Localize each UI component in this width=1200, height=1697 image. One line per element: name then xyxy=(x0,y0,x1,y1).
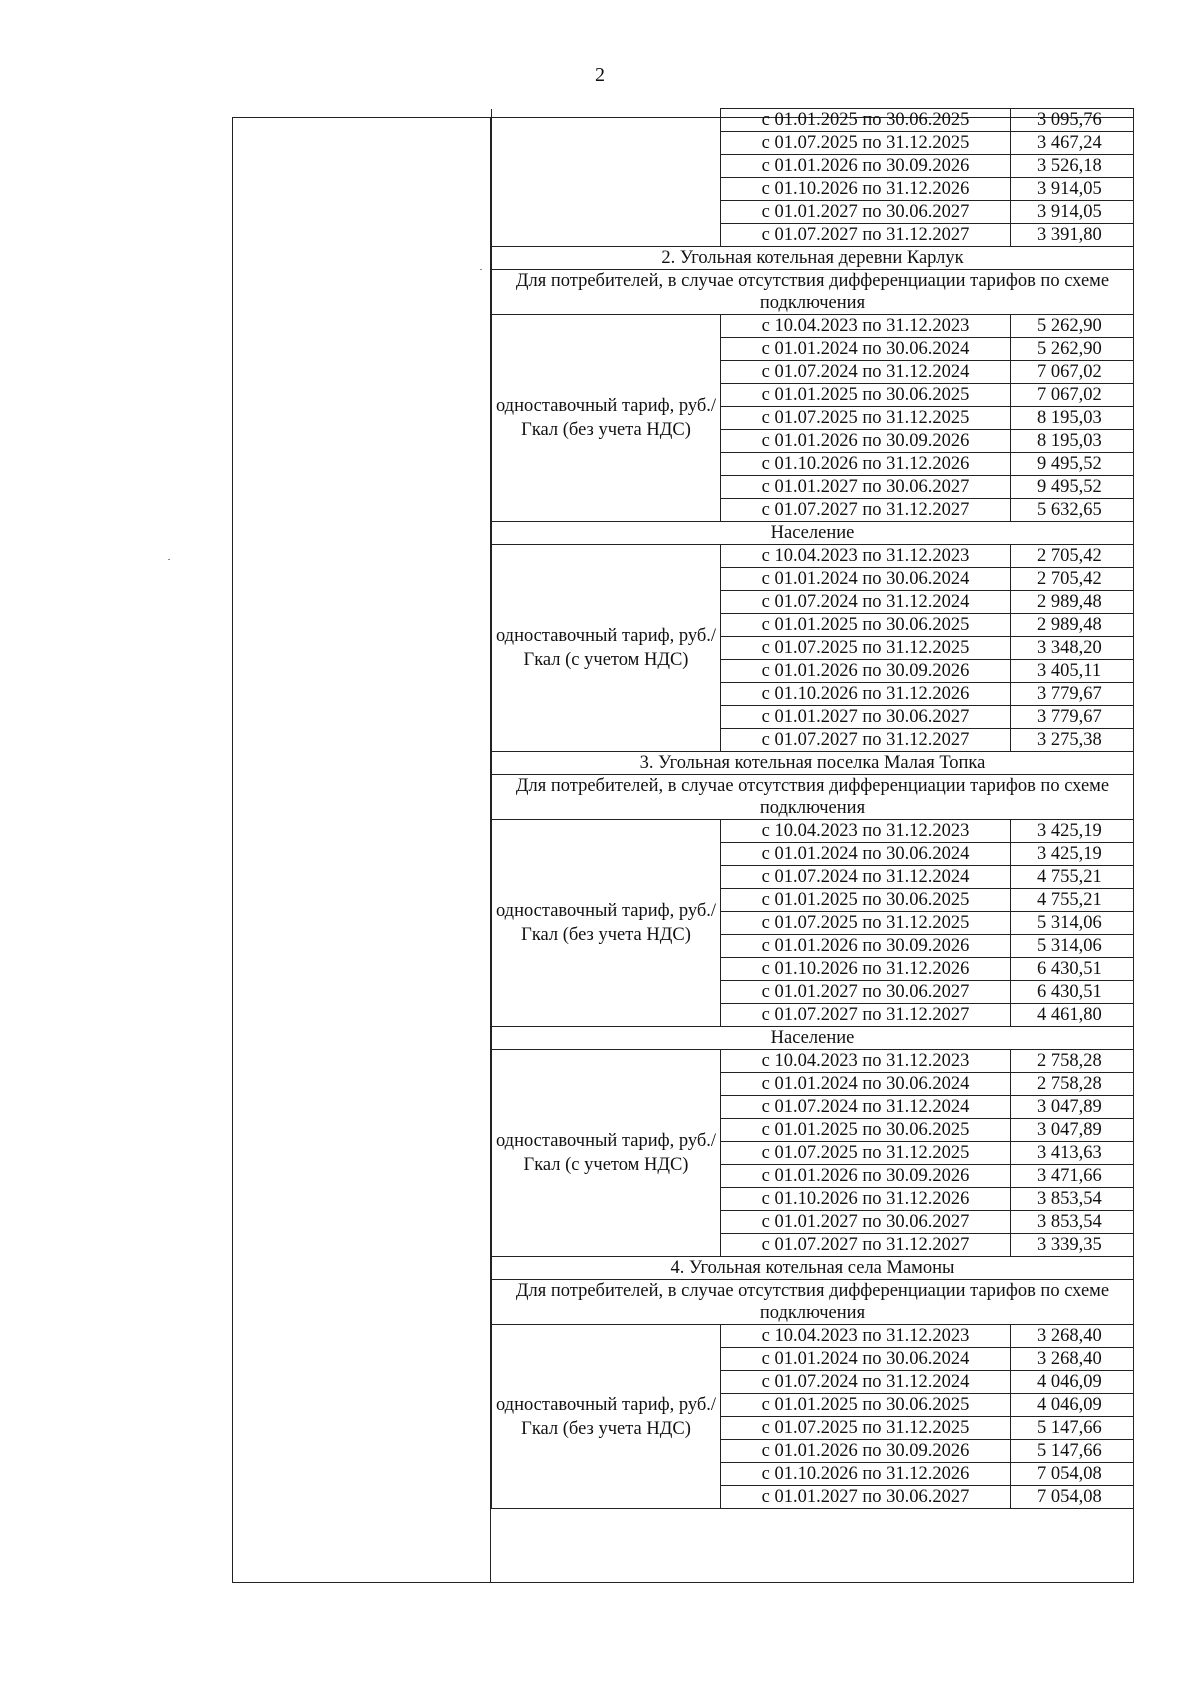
tariff-type-cell: одноставочный тариф, руб./Гкал (без учета НДС) xyxy=(492,315,721,522)
period-cell: с 01.01.2027 по 30.06.2027 xyxy=(721,1211,1011,1234)
scan-speck xyxy=(168,559,170,560)
tariff-type-cell: одноставочный тариф, руб./Гкал (с учетом НДС) xyxy=(492,545,721,752)
tariff-type-cell-continued xyxy=(492,109,721,247)
period-cell: с 01.01.2024 по 30.06.2024 xyxy=(721,1348,1011,1371)
period-cell: с 01.07.2027 по 31.12.2027 xyxy=(721,499,1011,522)
period-cell: с 01.07.2025 по 31.12.2025 xyxy=(721,407,1011,430)
consumer-group-header: Население xyxy=(492,522,1134,545)
period-cell: с 01.01.2027 по 30.06.2027 xyxy=(721,1486,1011,1509)
period-cell: с 01.07.2025 по 31.12.2025 xyxy=(721,912,1011,935)
period-cell: с 01.01.2025 по 30.06.2025 xyxy=(721,1394,1011,1417)
tariff-value-cell: 3 779,67 xyxy=(1011,706,1134,729)
period-cell: с 01.01.2024 по 30.06.2024 xyxy=(721,568,1011,591)
tariff-value-cell: 2 705,42 xyxy=(1011,545,1134,568)
consumer-group-header: Для потребителей, в случае отсутствия дифференциации тарифов по схеме подключения xyxy=(492,270,1134,315)
boiler-section-title: 3. Угольная котельная поселка Малая Топка xyxy=(492,752,1134,775)
tariff-value-cell: 3 853,54 xyxy=(1011,1188,1134,1211)
period-cell: с 10.04.2023 по 31.12.2023 xyxy=(721,1050,1011,1073)
table-row xyxy=(492,1050,1134,1073)
period-cell: с 01.01.2026 по 30.09.2026 xyxy=(721,155,1011,178)
consumer-group-header-row xyxy=(492,270,1134,315)
tariff-value-cell: 4 755,21 xyxy=(1011,866,1134,889)
period-cell: с 01.01.2024 по 30.06.2024 xyxy=(721,1073,1011,1096)
section-title-row xyxy=(492,752,1134,775)
period-cell: с 01.07.2025 по 31.12.2025 xyxy=(721,132,1011,155)
period-cell: с 01.07.2025 по 31.12.2025 xyxy=(721,637,1011,660)
tariff-value-cell: 4 046,09 xyxy=(1011,1371,1134,1394)
period-cell: с 01.07.2027 по 31.12.2027 xyxy=(721,729,1011,752)
tariff-value-cell: 3 853,54 xyxy=(1011,1211,1134,1234)
period-cell: с 01.01.2025 по 30.06.2025 xyxy=(721,109,1011,132)
section-title-row xyxy=(492,1257,1134,1280)
consumer-group-header: Население xyxy=(492,1027,1134,1050)
tariff-value-cell: 4 461,80 xyxy=(1011,1004,1134,1027)
period-cell: с 01.10.2026 по 31.12.2026 xyxy=(721,1188,1011,1211)
tariff-value-cell: 3 095,76 xyxy=(1011,109,1134,132)
tariff-value-cell: 3 914,05 xyxy=(1011,178,1134,201)
tariff-value-cell: 7 067,02 xyxy=(1011,384,1134,407)
consumer-group-header-row xyxy=(492,775,1134,820)
section-title-row xyxy=(492,247,1134,270)
period-cell: с 01.01.2025 по 30.06.2025 xyxy=(721,384,1011,407)
period-cell: с 01.07.2024 по 31.12.2024 xyxy=(721,1371,1011,1394)
consumer-group-header-row xyxy=(492,522,1134,545)
tariff-value-cell: 2 705,42 xyxy=(1011,568,1134,591)
period-cell: с 10.04.2023 по 31.12.2023 xyxy=(721,1325,1011,1348)
tariff-value-cell: 3 047,89 xyxy=(1011,1096,1134,1119)
table-row xyxy=(492,315,1134,338)
period-cell: с 01.07.2027 по 31.12.2027 xyxy=(721,224,1011,247)
tariff-value-cell: 7 054,08 xyxy=(1011,1486,1134,1509)
tariff-value-cell: 3 425,19 xyxy=(1011,820,1134,843)
tariff-value-cell: 5 262,90 xyxy=(1011,315,1134,338)
period-cell: с 01.10.2026 по 31.12.2026 xyxy=(721,453,1011,476)
tariff-value-cell: 3 526,18 xyxy=(1011,155,1134,178)
period-cell: с 01.01.2026 по 30.09.2026 xyxy=(721,660,1011,683)
period-cell: с 01.07.2024 по 31.12.2024 xyxy=(721,361,1011,384)
period-cell: с 01.01.2025 по 30.06.2025 xyxy=(721,1119,1011,1142)
period-cell: с 01.01.2027 по 30.06.2027 xyxy=(721,706,1011,729)
tariff-value-cell: 7 054,08 xyxy=(1011,1463,1134,1486)
consumer-group-header: Для потребителей, в случае отсутствия дифференциации тарифов по схеме подключения xyxy=(492,775,1134,820)
tariff-value-cell: 7 067,02 xyxy=(1011,361,1134,384)
period-cell: с 01.07.2025 по 31.12.2025 xyxy=(721,1417,1011,1440)
tariff-value-cell: 3 275,38 xyxy=(1011,729,1134,752)
tariff-value-cell: 3 391,80 xyxy=(1011,224,1134,247)
period-cell: с 01.07.2027 по 31.12.2027 xyxy=(721,1004,1011,1027)
tariff-value-cell: 3 268,40 xyxy=(1011,1325,1134,1348)
tariff-value-cell: 9 495,52 xyxy=(1011,453,1134,476)
period-cell: с 01.07.2027 по 31.12.2027 xyxy=(721,1234,1011,1257)
tariff-value-cell: 4 755,21 xyxy=(1011,889,1134,912)
tariff-value-cell: 3 779,67 xyxy=(1011,683,1134,706)
tariff-value-cell: 6 430,51 xyxy=(1011,981,1134,1004)
tariff-value-cell: 3 413,63 xyxy=(1011,1142,1134,1165)
tariff-value-cell: 9 495,52 xyxy=(1011,476,1134,499)
tariff-value-cell: 5 262,90 xyxy=(1011,338,1134,361)
tariff-value-cell: 2 989,48 xyxy=(1011,591,1134,614)
tariff-value-cell: 3 339,35 xyxy=(1011,1234,1134,1257)
tariff-type-cell: одноставочный тариф, руб./Гкал (с учетом НДС) xyxy=(492,1050,721,1257)
consumer-group-header-row xyxy=(492,1280,1134,1325)
tariff-table-body xyxy=(492,109,1134,1509)
tariff-type-cell: одноставочный тариф, руб./Гкал (без учета НДС) xyxy=(492,1325,721,1509)
period-cell: с 01.01.2026 по 30.09.2026 xyxy=(721,1165,1011,1188)
tariff-value-cell: 3 405,11 xyxy=(1011,660,1134,683)
table-row xyxy=(492,109,1134,132)
period-cell: с 01.07.2024 по 31.12.2024 xyxy=(721,1096,1011,1119)
period-cell: с 01.01.2027 по 30.06.2027 xyxy=(721,201,1011,224)
period-cell: с 01.07.2024 по 31.12.2024 xyxy=(721,591,1011,614)
tariff-value-cell: 3 471,66 xyxy=(1011,1165,1134,1188)
period-cell: с 01.01.2025 по 30.06.2025 xyxy=(721,889,1011,912)
table-row xyxy=(492,545,1134,568)
period-cell: с 10.04.2023 по 31.12.2023 xyxy=(721,315,1011,338)
period-cell: с 01.10.2026 по 31.12.2026 xyxy=(721,683,1011,706)
period-cell: с 01.01.2026 по 30.09.2026 xyxy=(721,430,1011,453)
tariff-value-cell: 2 758,28 xyxy=(1011,1050,1134,1073)
period-cell: с 01.07.2025 по 31.12.2025 xyxy=(721,1142,1011,1165)
tariff-value-cell: 3 268,40 xyxy=(1011,1348,1134,1371)
period-cell: с 01.07.2024 по 31.12.2024 xyxy=(721,866,1011,889)
consumer-group-header: Для потребителей, в случае отсутствия дифференциации тарифов по схеме подключения xyxy=(492,1280,1134,1325)
period-cell: с 01.10.2026 по 31.12.2026 xyxy=(721,1463,1011,1486)
period-cell: с 10.04.2023 по 31.12.2023 xyxy=(721,820,1011,843)
tariff-value-cell: 5 314,06 xyxy=(1011,935,1134,958)
table-row xyxy=(492,820,1134,843)
boiler-section-title: 2. Угольная котельная деревни Карлук xyxy=(492,247,1134,270)
table-row xyxy=(492,1325,1134,1348)
period-cell: с 01.01.2027 по 30.06.2027 xyxy=(721,981,1011,1004)
tariff-value-cell: 5 147,66 xyxy=(1011,1417,1134,1440)
tariff-value-cell: 5 314,06 xyxy=(1011,912,1134,935)
period-cell: с 01.01.2027 по 30.06.2027 xyxy=(721,476,1011,499)
tariff-value-cell: 8 195,03 xyxy=(1011,407,1134,430)
period-cell: с 01.10.2026 по 31.12.2026 xyxy=(721,958,1011,981)
period-cell: с 01.01.2024 по 30.06.2024 xyxy=(721,338,1011,361)
scan-speck xyxy=(480,269,482,270)
tariff-value-cell: 3 047,89 xyxy=(1011,1119,1134,1142)
tariff-value-cell: 2 989,48 xyxy=(1011,614,1134,637)
boiler-section-title: 4. Угольная котельная села Мамоны xyxy=(492,1257,1134,1280)
page-number: 2 xyxy=(595,64,605,86)
period-cell: с 01.10.2026 по 31.12.2026 xyxy=(721,178,1011,201)
period-cell: с 01.01.2025 по 30.06.2025 xyxy=(721,614,1011,637)
tariff-value-cell: 3 348,20 xyxy=(1011,637,1134,660)
tariff-value-cell: 5 147,66 xyxy=(1011,1440,1134,1463)
tariff-type-cell: одноставочный тариф, руб./Гкал (без учета НДС) xyxy=(492,820,721,1027)
tariff-table xyxy=(491,108,1134,1509)
period-cell: с 01.01.2024 по 30.06.2024 xyxy=(721,843,1011,866)
tariff-value-cell: 5 632,65 xyxy=(1011,499,1134,522)
period-cell: с 01.01.2026 по 30.09.2026 xyxy=(721,1440,1011,1463)
tariff-value-cell: 3 914,05 xyxy=(1011,201,1134,224)
period-cell: с 01.01.2026 по 30.09.2026 xyxy=(721,935,1011,958)
tariff-value-cell: 3 425,19 xyxy=(1011,843,1134,866)
tariff-value-cell: 6 430,51 xyxy=(1011,958,1134,981)
period-cell: с 10.04.2023 по 31.12.2023 xyxy=(721,545,1011,568)
tariff-value-cell: 2 758,28 xyxy=(1011,1073,1134,1096)
consumer-group-header-row xyxy=(492,1027,1134,1050)
tariff-value-cell: 8 195,03 xyxy=(1011,430,1134,453)
tariff-value-cell: 4 046,09 xyxy=(1011,1394,1134,1417)
tariff-value-cell: 3 467,24 xyxy=(1011,132,1134,155)
